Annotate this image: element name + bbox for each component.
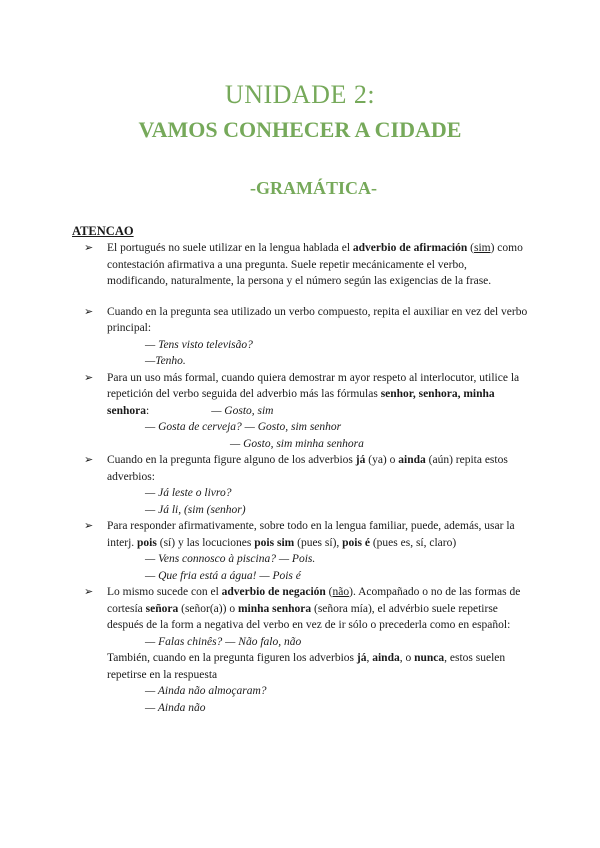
bullet-arrow-icon: ➢ bbox=[84, 520, 94, 532]
bullet-ja-ainda: ➢ Cuando en la pregunta figure alguno de los adverbios já (ya) o ainda (aún) repita estos adverbios: bbox=[84, 454, 508, 483]
bullet-arrow-icon: ➢ bbox=[84, 586, 94, 598]
unit-title: UNIDADE 2: bbox=[224, 80, 376, 109]
example-line: — Gosta de cerveja? — Gosto, sim senhor bbox=[145, 421, 342, 433]
bullet-arrow-icon: ➢ bbox=[84, 305, 94, 318]
bullet-pois: ➢ Para responder afirmativamente, sobre todo en la lengua familiar, puede, además, usar la interj. pois (sí) y las locuciones pois sim (pues sí), pois é (pues es, sí, claro) bbox=[84, 520, 515, 549]
bullet-arrow-icon: ➢ bbox=[84, 454, 94, 466]
example-line: — Gosto, sim minha senhora bbox=[230, 437, 364, 450]
bullet-formal-use: ➢ Para un uso más formal, cuando quiera demostrar m ayor respeto al interlocutor, utilice la repetición del verbo seguida del adverbio más las fórmulas senhor, senhora, minha senhora: — Gosto, sim bbox=[84, 371, 520, 417]
tail-paragraph: También, cuando en la pregunta figuren los adverbios já, ainda, o nunca, estos suelen repetirse en la respuesta bbox=[107, 652, 506, 681]
example-line: — Falas chinês? — Não falo, não bbox=[145, 635, 302, 648]
bullet-arrow-icon: ➢ bbox=[84, 242, 94, 254]
attention-heading: ATENCAO bbox=[72, 224, 134, 238]
unit-subtitle: VAMOS CONHECER A CIDADE bbox=[138, 117, 462, 142]
example-line: — Ainda não almoçaram? bbox=[145, 685, 267, 697]
bullet-negation: ➢ Lo mismo sucede con el adverbio de negación (não). Acompañado o no de las formas de cortesía señora (señor(a)) o minha senhora (señora mía), el advérbio suele repetirse después de la form a negativa del verbo en vez de ir sólo o precederla como en español: bbox=[84, 586, 521, 631]
bullet-affirmation: ➢ El portugués no suele utilizar en la lengua hablada el adverbio de afirmación (sim) como contestación afirmativa a una pregunta. Suele repetir mecánicamente el verbo, modificando, naturalmente, la persona y el número según las exigencias de la frase. bbox=[84, 242, 523, 287]
bullet-arrow-icon: ➢ bbox=[84, 371, 94, 384]
example-line: — Já leste o livro? bbox=[145, 487, 232, 499]
example-line: —Tenho. bbox=[145, 355, 186, 367]
example-line: — Que fria está a água! — Pois é bbox=[145, 569, 301, 582]
example-line: — Vens connosco à piscina? — Pois. bbox=[145, 553, 316, 565]
example-line: — Já li, (sim (senhor) bbox=[145, 503, 246, 516]
example-line: — Tens visto televisão? bbox=[145, 338, 253, 351]
section-title: -GRAMÁTICA- bbox=[250, 178, 377, 198]
bullet-compound-verb: ➢ Cuando en la pregunta sea utilizado un verbo compuesto, repita el auxiliar en vez del verbo principal: bbox=[84, 305, 528, 334]
content-body bbox=[84, 240, 530, 716]
example-line: — Ainda não bbox=[145, 701, 206, 714]
example-line: — Gosto, sim bbox=[211, 404, 274, 417]
